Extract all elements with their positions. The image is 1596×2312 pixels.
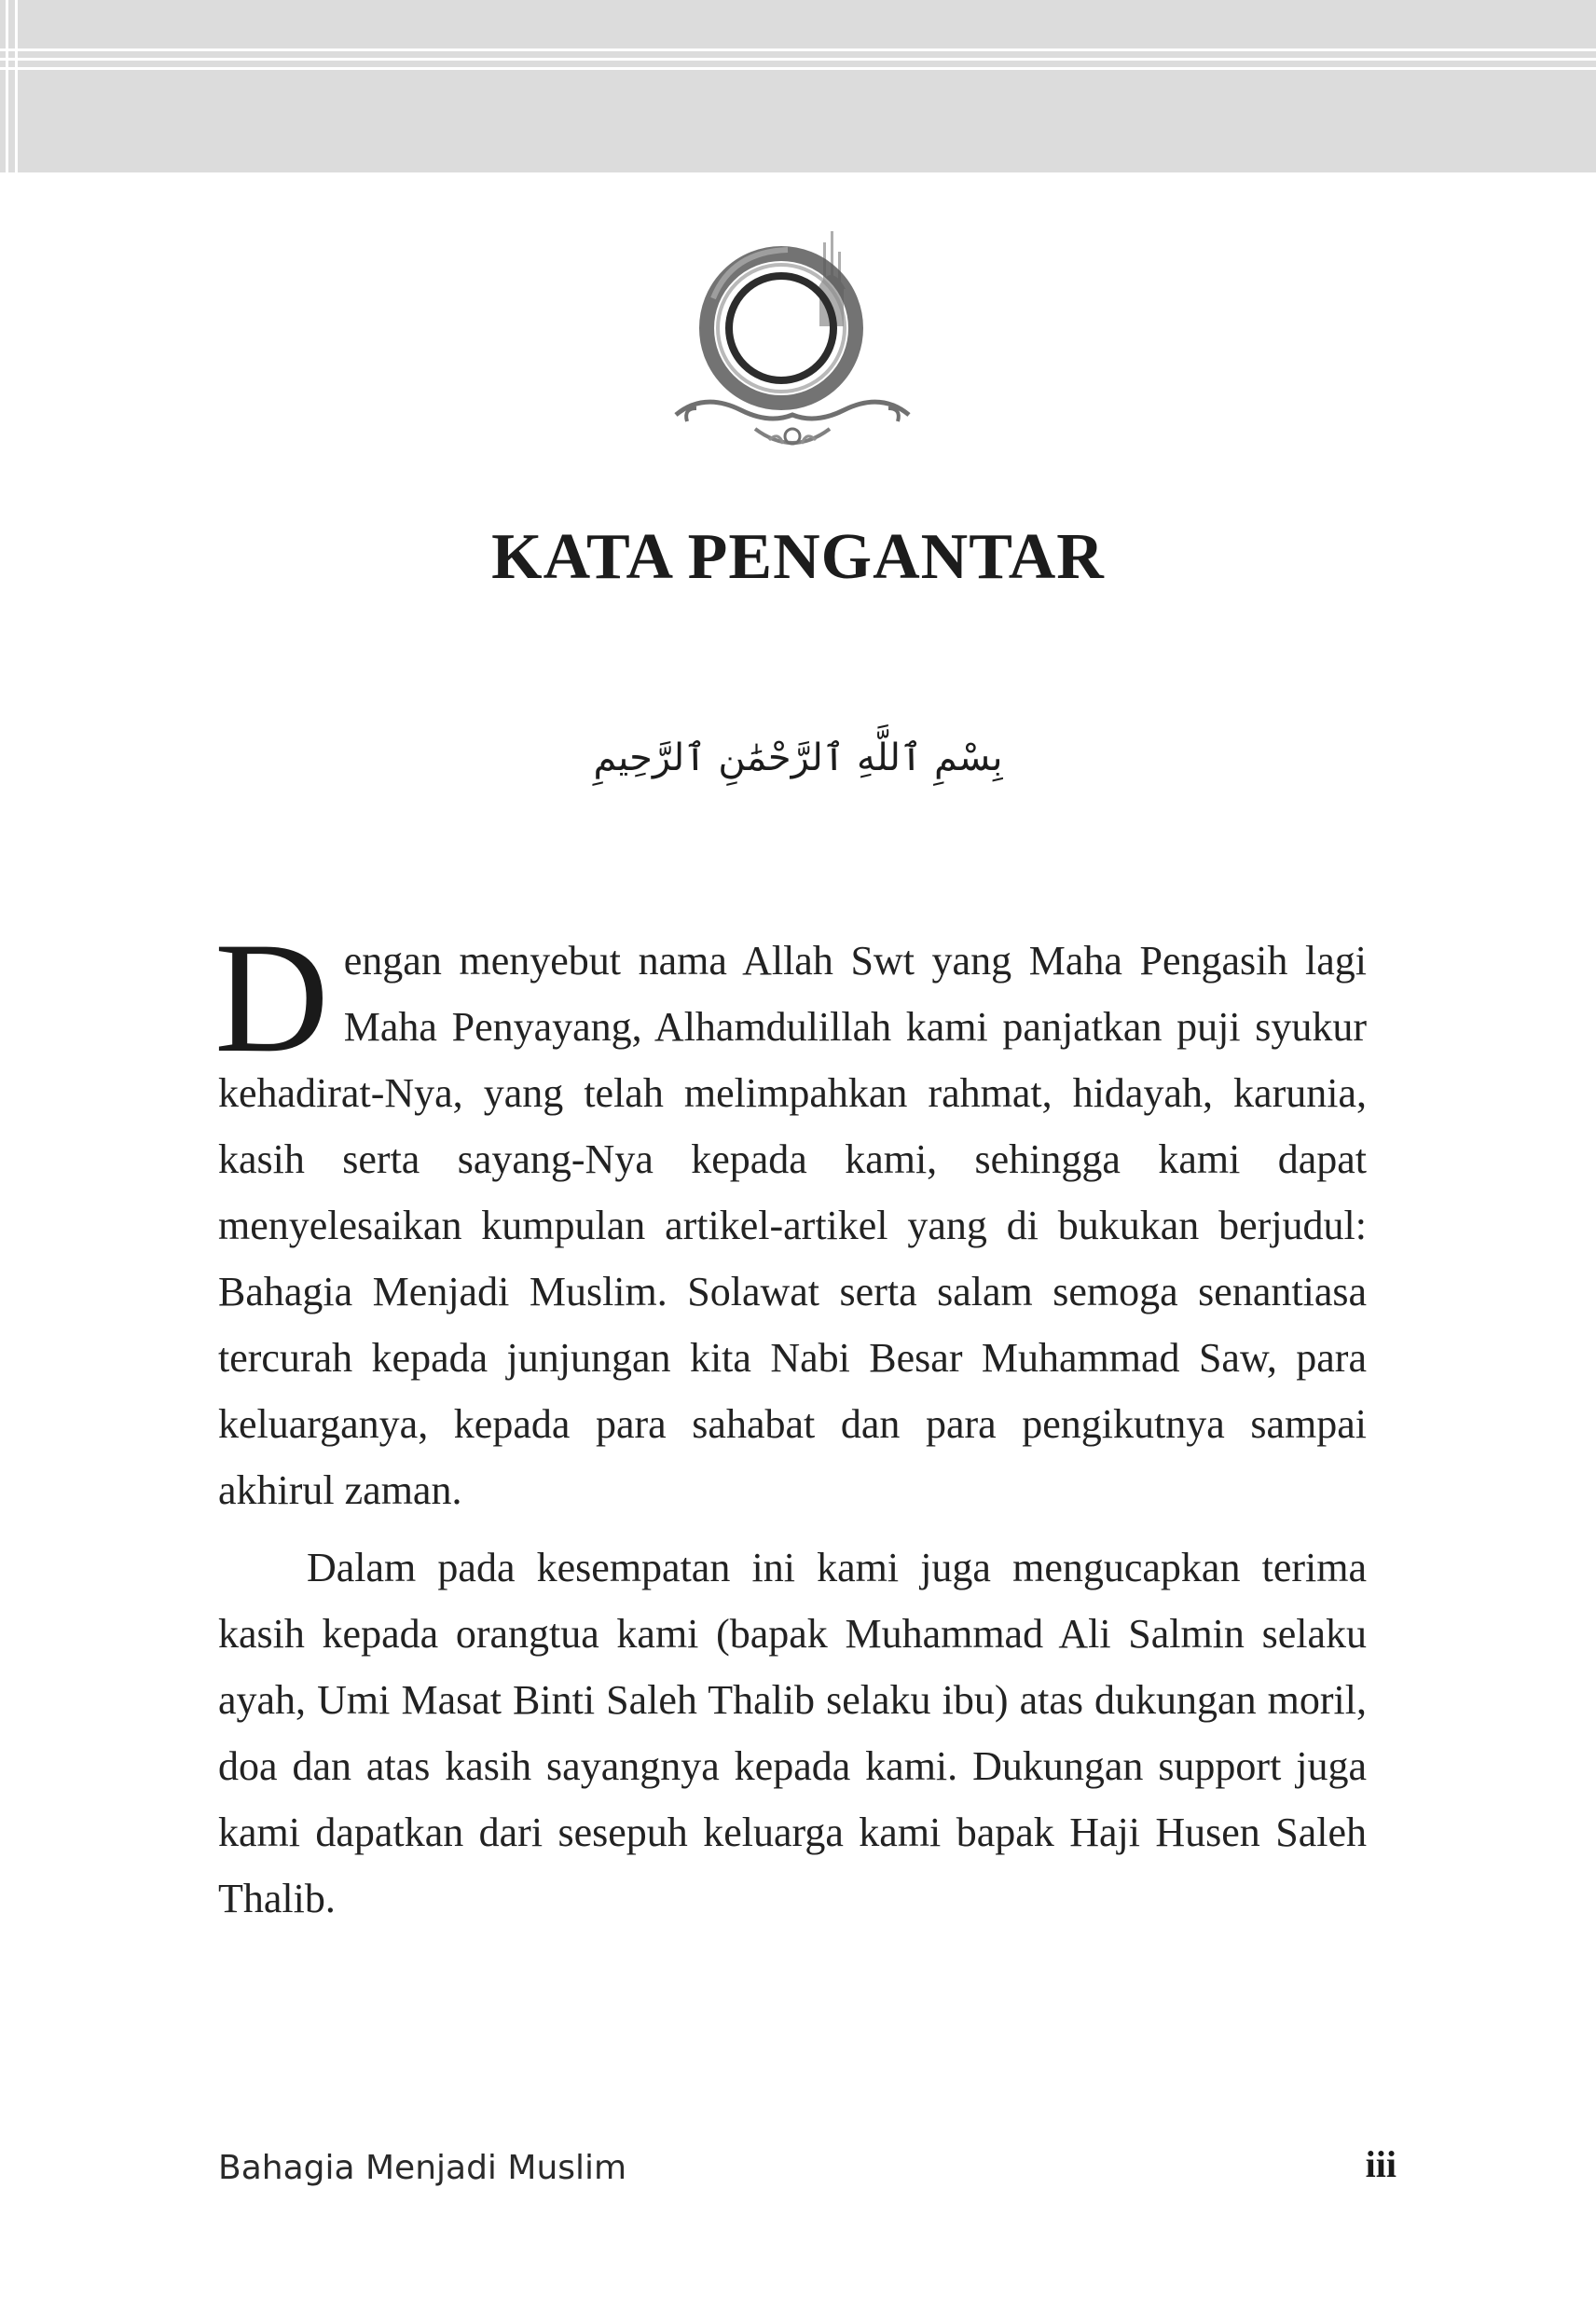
header-rule — [6, 0, 8, 172]
basmala-text: بِسْمِ ٱللَّهِ ٱلرَّحْمَٰنِ ٱلرَّحِيمِ — [593, 736, 1003, 779]
paragraph-1 — [214, 910, 1367, 1523]
page-title: KATA PENGANTAR — [491, 521, 1105, 593]
circle-mosque-ornament-icon — [667, 224, 918, 466]
paragraph-2: Dalam pada kesempatan ini kami juga mengucapkan terima kasih kepada orangtua kami (bapak Muhammad Ali Salmin selaku ayah, Umi Masat Binti Saleh Thalib selaku ibu) atas dukungan moril, doa dan atas kasih sayangnya kepada kami. Dukungan support juga kami dapatkan dari sesepuh keluarga kami bapak Haji Husen Saleh Thalib. — [218, 1545, 1367, 1921]
drop-cap: D — [214, 910, 329, 1085]
header-rule — [0, 58, 1596, 61]
header-rule — [0, 48, 1596, 51]
header-rule — [15, 0, 18, 172]
header-band — [0, 0, 1596, 172]
page-number: iii — [1365, 2143, 1396, 2185]
paragraph-1-text: engan menyebut nama Allah Swt yang Maha Pengasih lagi Maha Penyayang, Alhamdulillah kami panjatkan puji syukur kehadirat-Nya, yang telah melimpahkan rahmat, hidayah, karunia, kasih serta sayang-Nya kepada kami, sehingga kami dapat menyelesaikan kumpulan artikel-artikel yang di bukukan berjudul: Bahagia Menjadi Muslim. Solawat serta salam semoga senantiasa tercurah kepada junjungan kita Nabi Besar Muhammad Saw, para keluarganya, kepada para sahabat dan para pengikutnya sampai akhirul zaman. — [218, 938, 1367, 1513]
footer-book-title: Bahagia Menjadi Muslim — [218, 2149, 627, 2187]
header-rule — [0, 67, 1596, 70]
body-text — [214, 910, 1367, 1932]
